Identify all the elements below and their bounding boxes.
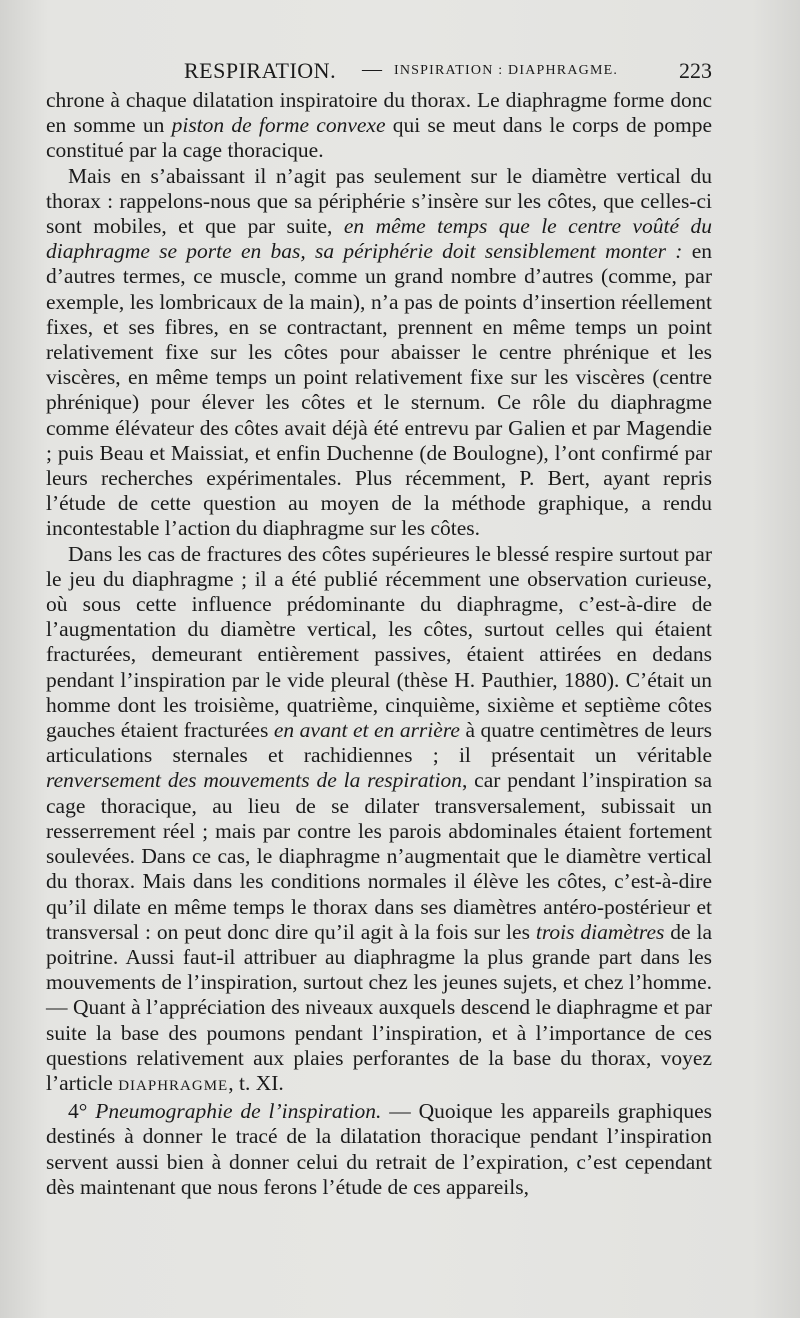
text-run: à quatre centimètres de leurs articulations sternales et rachidiennes ; il présentait un véritable: [46, 718, 712, 768]
text-run: de la poitrine. Aussi faut-il attribuer au diaphragme la plus grande part dans les mouvements de l’inspiration, surtout chez les jeunes sujets, et chez l’homme. — Quant à l’appréciation des niveaux auxquels descend le diaphragme et par suite la base des poumons pendant l’inspiration, et à l’importance de ces questions relativement aux plaies perforantes de la base du thorax, voyez l’article: [46, 919, 712, 1095]
italic-text: trois diamètres: [535, 919, 665, 944]
body-text: [46, 88, 712, 1200]
paragraph: [46, 164, 712, 542]
small-caps-text: DIAPHRAGME: [118, 1077, 229, 1094]
paragraph: [46, 542, 712, 1099]
text-run: Mais en s’abaissant il n’agit pas seulement sur le diamètre vertical du thorax : rappelons-nous que sa périphérie s’insère sur les côtes, que celles-ci sont mobiles, et que par suite,: [46, 163, 712, 239]
text-run: Dans les cas de fractures des côtes supérieures le blessé respire surtout par le jeu du diaphragme ; il a été publié récemment une observation curieuse, où sous cette influence prédominante du diaphragme, c’est-à-dire de l’augmentation du diamètre vertical, les côtes, surtout celles qui étaient fracturées, demeurant entièrement passives, étaient attirées en dedans pendant l’inspiration par le vide pleural (thèse H. Pauthier, 1880). C’était un homme dont les troisième, quatrième, cinquième, sixième et septième côtes gauches étaient fracturées: [46, 541, 712, 743]
text-run: qui se meut dans le corps de pompe constitué par la cage thoracique.: [46, 113, 713, 163]
text-run: 4°: [68, 1099, 96, 1124]
italic-text: en même temps que le centre voûté du diaphragme se porte en bas, sa périphérie doit sensiblement monter :: [46, 214, 712, 264]
text-run: en d’autres termes, ce muscle, comme un grand nombre d’autres (comme, par exemple, les lombricaux de la main), n’a pas de points d’insertion réellement fixes, et ses fibres, en se contractant, prennent en même temps un point relativement fixe sur les côtes pour abaisser le centre phrénique et les viscères, en même temps un point relativement fixe sur les viscères (centre phrénique) pour élever les côtes et le sternum. Ce rôle du diaphragme comme élévateur des côtes avait déjà été entrevu par Galien et par Magendie ; puis Beau et Maissiat, et enfin Duchenne (de Boulogne), l’ont confirmé par leurs recherches expérimentales. Plus récemment, P. Bert, ayant repris l’étude de cette question au moyen de la méthode graphique, a rendu incontestable l’action du diaphragme sur les côtes.: [46, 239, 712, 541]
text-run: , car pendant l’inspiration sa cage thoracique, au lieu de se dilater transversalement, subissait un resserrement réel ; mais par contre les parois abdominales étaient fortement soulevées. Dans ce cas, le diaphragme n’augmentait que le diamètre vertical du thorax. Mais dans les conditions normales il élève les côtes, c’est-à-dire qu’il dilate en même temps le thorax dans ses diamètres antéro-postérieur et transversal : on peut donc dire qu’il agit à la fois sur les: [46, 768, 713, 944]
header-dash: —: [362, 58, 382, 80]
page-number: 223: [679, 58, 712, 83]
running-header: [44, 58, 712, 84]
text-run: , t. XI.: [228, 1070, 284, 1095]
header-subtitle: INSPIRATION : DIAPHRAGME.: [394, 63, 619, 78]
italic-text: Pneumographie de l’inspiration.: [95, 1099, 382, 1124]
italic-text: piston de forme convexe: [171, 113, 386, 138]
paragraph: [46, 1099, 712, 1200]
italic-text: en avant et en arrière: [273, 718, 460, 743]
text-run: chrone à chaque dilatation inspiratoire du thorax. Le diaphragme forme donc en somme un: [46, 88, 712, 138]
italic-text: renversement des mouvements de la respiration: [46, 768, 462, 793]
header-title: RESPIRATION.: [184, 58, 337, 83]
paragraph: [46, 88, 712, 164]
text-run: — Quoique les appareils graphiques destinés à donner le tracé de la dilatation thoracique pendant l’inspiration servent aussi bien à donner celui du retrait de l’expiration, c’est cependant dès maintenant que nous ferons l’étude de ces appareils,: [46, 1099, 712, 1199]
